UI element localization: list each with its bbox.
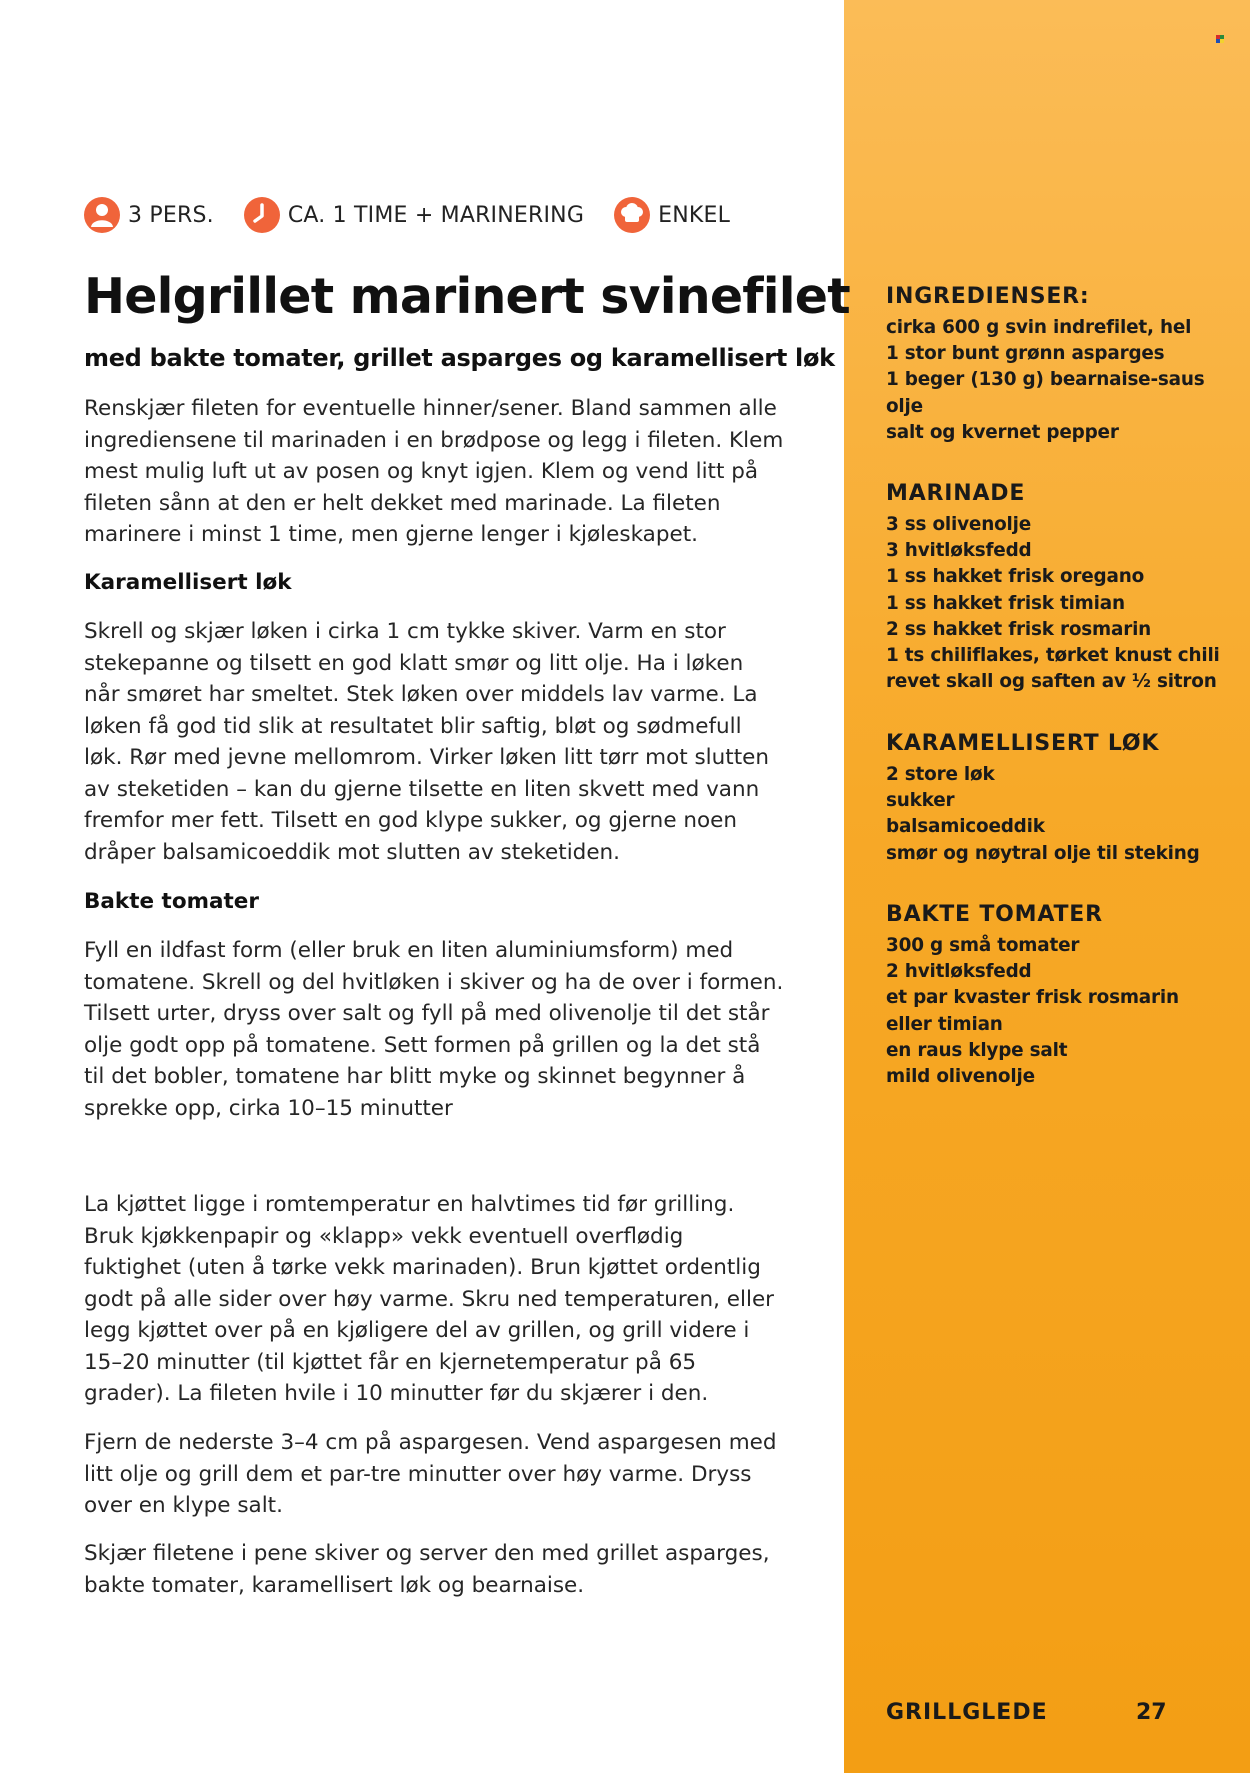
time-text: CA. 1 TIME + MARINERING <box>287 202 585 228</box>
onion-ingredients-section <box>886 731 1226 867</box>
asparagus-paragraph: Fjern de nederste 3–4 cm på aspargesen. Vend aspargesen med litt olje og grill dem et par-tre minutter over høy varme. Dryss over en klype salt. <box>84 1430 777 1518</box>
ingredient-item: 1 beger (130 g) bearnaise-saus <box>886 369 1205 391</box>
servings-meta <box>84 197 214 233</box>
page-number: 27 <box>1136 1700 1167 1725</box>
servings-text: 3 PERS. <box>128 202 214 228</box>
ingredient-item: 1 ss hakket frisk timian <box>886 592 1125 614</box>
ingredient-item: olje <box>886 395 923 417</box>
person-icon <box>84 197 120 233</box>
tomato-ingredients-section <box>886 902 1226 1090</box>
marinade-list <box>886 512 1226 695</box>
ingredient-item: eller timian <box>886 1013 1003 1035</box>
ingredient-item: cirka 600 g svin indrefilet, hel <box>886 317 1192 338</box>
ingredients-list <box>886 315 1226 446</box>
onion-ingredients-heading: KARAMELLISERT LØK <box>886 731 1160 756</box>
ingredient-item: en raus klype salt <box>886 1039 1068 1061</box>
recipe-title: Helgrillet marinert svinefilet <box>84 268 850 325</box>
time-meta <box>244 197 584 233</box>
onion-heading: Karamellisert løk <box>84 570 292 595</box>
ingredients-heading: INGREDIENSER: <box>886 284 1090 309</box>
marinade-section <box>886 481 1226 695</box>
onion-ingredients-list <box>886 762 1226 867</box>
ingredients-section <box>886 284 1226 446</box>
tomato-ingredients-heading: BAKTE TOMATER <box>886 902 1103 927</box>
chef-hat-icon <box>614 197 650 233</box>
ingredient-item: 1 ss hakket frisk oregano <box>886 566 1145 588</box>
difficulty-text: ENKEL <box>658 202 731 228</box>
clock-icon <box>244 197 280 233</box>
serve-paragraph: Skjær filetene i pene skiver og server den med grillet asparges, bakte tomater, karamellisert løk og bearnaise. <box>84 1541 770 1598</box>
ingredient-item: mild olivenolje <box>886 1066 1035 1088</box>
tomato-paragraph: Fyll en ildfast form (eller bruk en liten aluminiumsform) med tomatene. Skrell og del hvitløken i skiver og ha de over i formen. Tilsett urter, dryss over salt og fyll på med olivenolje til det står olje godt opp på tomatene. Sett formen på grillen og la det stå til det bobler, tomatene har blitt myke og skinnet begynner å sprekke opp, cirka 10–15 minutter <box>84 938 784 1121</box>
recipe-subtitle: med bakte tomater, grillet asparges og karamellisert løk <box>84 344 835 372</box>
ingredient-item: 3 ss olivenolje <box>886 514 1032 535</box>
tomato-heading: Bakte tomater <box>84 889 259 914</box>
ingredient-item: 2 ss hakket frisk rosmarin <box>886 618 1152 640</box>
ingredient-item: 3 hvitløksfedd <box>886 540 1032 562</box>
ingredient-item: salt og kvernet pepper <box>886 421 1119 443</box>
ingredient-item: revet skall og saften av ½ sitron <box>886 671 1217 693</box>
ingredient-item: et par kvaster frisk rosmarin <box>886 987 1179 1009</box>
ingredient-item: smør og nøytral olje til steking <box>886 842 1200 864</box>
meat-paragraph: La kjøttet ligge i romtemperatur en halvtimes tid før grilling. Bruk kjøkkenpapir og «klapp» vekk eventuell overflødig fuktighet (uten å tørke vekk marinaden). Brun kjøttet ordentlig godt på alle sider over høy varme. Skru ned temperaturen, eller legg kjøttet over på en kjøligere del av grillen, og grill videre i 15–20 minutter (til kjøttet får en kjernetemperatur på 65 grader). La fileten hvile i 10 minutter før du skjærer i den. <box>84 1192 775 1406</box>
tomato-ingredients-list <box>886 933 1226 1090</box>
ingredient-item: 2 store løk <box>886 764 995 785</box>
ingredients-sidebar <box>844 0 1250 1773</box>
onion-paragraph: Skrell og skjær løken i cirka 1 cm tykke skiver. Varm en stor stekepanne og tilsett en god klatt smør og litt olje. Ha i løken når smøret har smeltet. Stek løken over middels lav varme. La løken få god tid slik at resultatet blir saftig, bløt og sødmefull løk. Rør med jevne mellomrom. Virker løken litt tørr mot slutten av steketiden – kan du gjerne tilsette en liten skvett med vann fremfor mer fett. Tilsett en god klype sukker, og gjerne noen dråper balsamicoeddik mot slutten av steketiden. <box>84 619 769 865</box>
ingredient-item: 300 g små tomater <box>886 935 1080 956</box>
ingredient-item: 1 stor bunt grønn asparges <box>886 343 1165 365</box>
ingredient-item: 2 hvitløksfedd <box>886 961 1032 983</box>
recipe-meta <box>84 197 760 233</box>
ingredient-item: 1 ts chiliflakes, tørket knust chili <box>886 645 1220 667</box>
ingredient-item: sukker <box>886 790 955 812</box>
marinade-heading: MARINADE <box>886 481 1026 506</box>
difficulty-meta <box>614 197 730 233</box>
intro-paragraph: Renskjær fileten for eventuelle hinner/sener. Bland sammen alle ingrediensene til marinaden i en brødpose og legg i fileten. Klem mest mulig luft ut av posen og knyt igjen. Klem og vend litt på fileten sånn at den er helt dekket med marinade. La fileten marinere i minst 1 time, men gjerne lenger i kjøleskapet. <box>84 396 784 547</box>
magazine-name: GRILLGLEDE <box>886 1700 1048 1725</box>
color-mark-icon <box>1216 35 1224 43</box>
ingredient-item: balsamicoeddik <box>886 816 1045 838</box>
